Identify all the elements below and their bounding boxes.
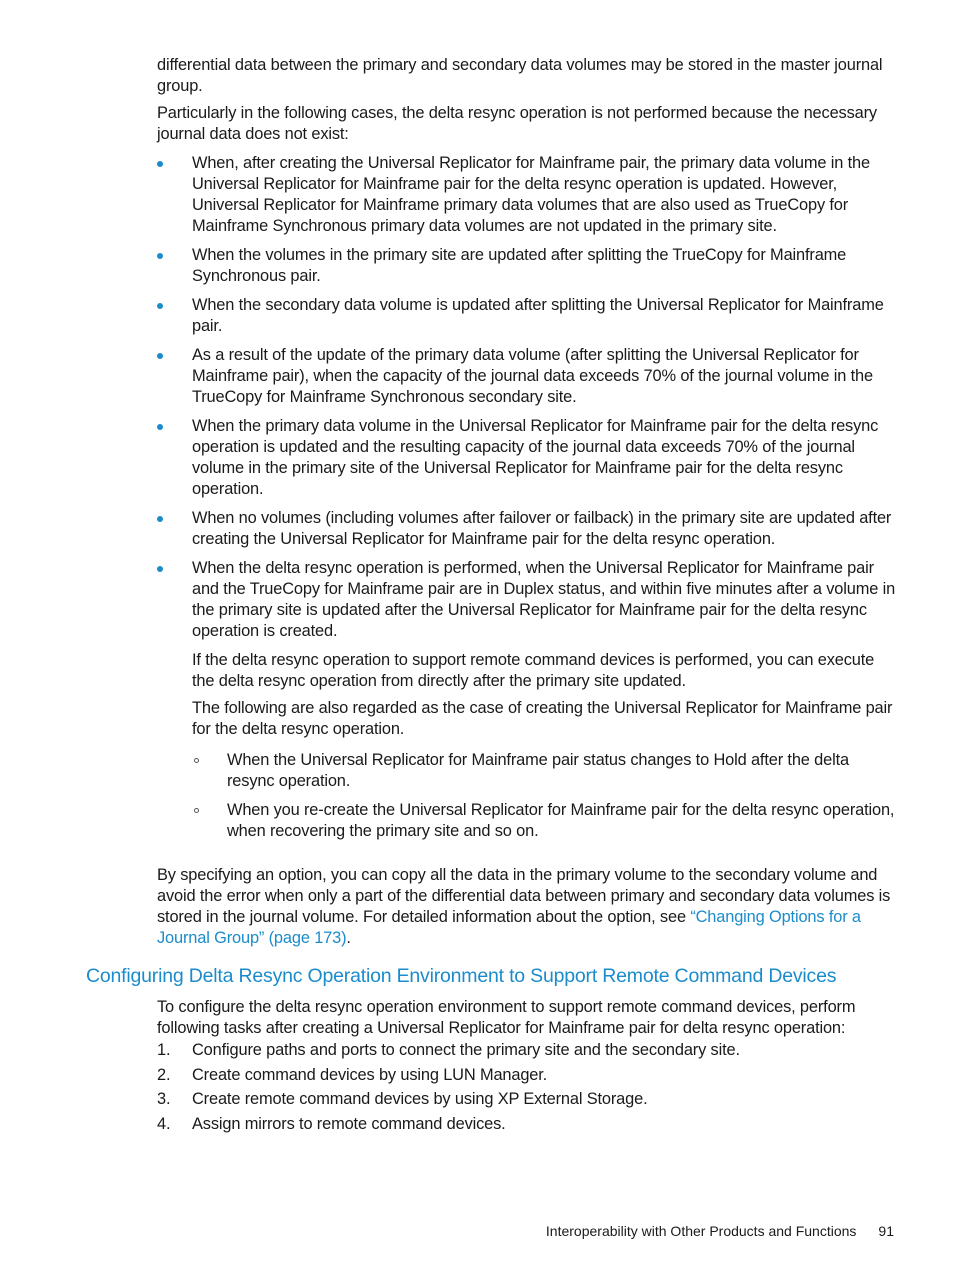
intro-paragraph-1: differential data between the primary and secondary data volumes may be stored in the master journal group. xyxy=(157,56,883,95)
page-footer xyxy=(546,1222,894,1240)
bullet-icon xyxy=(157,253,163,259)
list-item xyxy=(157,558,899,842)
step-item xyxy=(157,1089,899,1110)
step-text: Create remote command devices by using XP External Storage. xyxy=(192,1090,648,1108)
bullet-icon xyxy=(157,424,163,430)
step-number: 2. xyxy=(157,1065,171,1084)
list-item xyxy=(157,508,899,550)
list-item-text: When the delta resync operation is performed, when the Universal Replicator for Mainframe pair and the TrueCopy for Mainframe pair are in Duplex status, and within five minutes after a volume in the primary site is updated after the Universal Replicator for Mainframe pair for the delta resync operation is created. xyxy=(192,559,896,640)
bullet-icon xyxy=(157,516,163,522)
sub-bullet-icon xyxy=(194,808,199,813)
sub-bullet-icon xyxy=(194,758,199,763)
cases-list xyxy=(157,153,899,850)
list-item xyxy=(157,153,899,237)
list-item-text: As a result of the update of the primary data volume (after splitting the Universal Replicator for Mainframe pair), when the capacity of the journal data exceeds 70% of the journal volume in the TrueCopy for Mainframe Synchronous secondary site. xyxy=(192,346,873,406)
option-paragraph xyxy=(157,865,899,949)
step-number: 1. xyxy=(157,1041,171,1059)
case-note-1: If the delta resync operation to support remote command devices is performed, you can execute the delta resync operation from directly after the primary site updated. xyxy=(192,651,875,690)
list-item xyxy=(157,416,899,500)
bullet-icon xyxy=(157,161,163,167)
step-number: 4. xyxy=(157,1114,171,1133)
list-item-text: When, after creating the Universal Replicator for Mainframe pair, the primary data volume in the Universal Replicator for Mainframe pair for the delta resync operation is updated. However, Universal Replicator for Mainframe primary data volumes that are also used as TrueCopy for Mainframe Synchronous primary data volumes are not updated in the primary site. xyxy=(192,154,870,235)
step-text: Create command devices by using LUN Manager. xyxy=(192,1065,548,1084)
step-number: 3. xyxy=(157,1090,171,1108)
section-intro: To configure the delta resync operation environment to support remote command devices, perform following tasks after creating a Universal Replicator for Mainframe pair for delta resync operation: xyxy=(157,998,856,1037)
changing-options-link[interactable]: “Changing Options for a Journal Group” (page 173) xyxy=(157,908,861,947)
bullet-icon xyxy=(157,353,163,359)
step-text: Configure paths and ports to connect the primary site and the secondary site. xyxy=(192,1041,740,1059)
sub-list-item xyxy=(192,800,899,842)
sub-cases-list xyxy=(192,750,899,842)
steps-list xyxy=(157,1040,899,1138)
list-item-text: When the volumes in the primary site are updated after splitting the TrueCopy for Mainframe Synchronous pair. xyxy=(192,246,847,285)
bullet-icon xyxy=(157,303,163,309)
section-heading: Configuring Delta Resync Operation Environment to Support Remote Command Devices xyxy=(86,965,837,987)
list-item-text: When the primary data volume in the Universal Replicator for Mainframe pair for the delta resync operation is updated and the resulting capacity of the journal data exceeds 70% of the journal volume in the primary site of the Universal Replicator for Mainframe pair for the delta resync operation. xyxy=(192,417,879,498)
intro-block xyxy=(157,55,899,145)
section-intro-block xyxy=(157,997,899,1039)
intro-paragraph-2: Particularly in the following cases, the delta resync operation is not performed because the necessary journal data does not exist: xyxy=(157,104,877,143)
list-item xyxy=(157,345,899,408)
list-item-text: When the secondary data volume is updated after splitting the Universal Replicator for Mainframe pair. xyxy=(192,296,884,335)
case-note-2: The following are also regarded as the case of creating the Universal Replicator for Mainframe pair for the delta resync operation. xyxy=(192,699,893,738)
step-text: Assign mirrors to remote command devices. xyxy=(192,1114,506,1133)
option-paragraph-end: . xyxy=(346,929,351,947)
step-item xyxy=(157,1065,899,1086)
option-paragraph-text: By specifying an option, you can copy all the data in the primary volume to the secondary volume and avoid the error when only a part of the differential data between primary and secondary data volumes is stored in the journal volume. For detailed information about the option, see xyxy=(157,866,891,926)
sub-list-item xyxy=(192,750,899,792)
bullet-icon xyxy=(157,566,163,572)
list-item-text: When no volumes (including volumes after failover or failback) in the primary site are updated after creating the Universal Replicator for Mainframe pair for the delta resync operation. xyxy=(192,509,892,548)
step-item xyxy=(157,1114,899,1135)
sub-list-item-text: When the Universal Replicator for Mainframe pair status changes to Hold after the delta resync operation. xyxy=(227,751,849,790)
page-number: 91 xyxy=(878,1223,894,1239)
step-item xyxy=(157,1040,899,1061)
sub-list-item-text: When you re-create the Universal Replicator for Mainframe pair for the delta resync operation, when recovering the primary site and so on. xyxy=(227,801,895,840)
footer-title: Interoperability with Other Products and Functions xyxy=(545,1223,857,1239)
option-block xyxy=(157,865,899,949)
list-item xyxy=(157,295,899,337)
list-item xyxy=(157,245,899,287)
